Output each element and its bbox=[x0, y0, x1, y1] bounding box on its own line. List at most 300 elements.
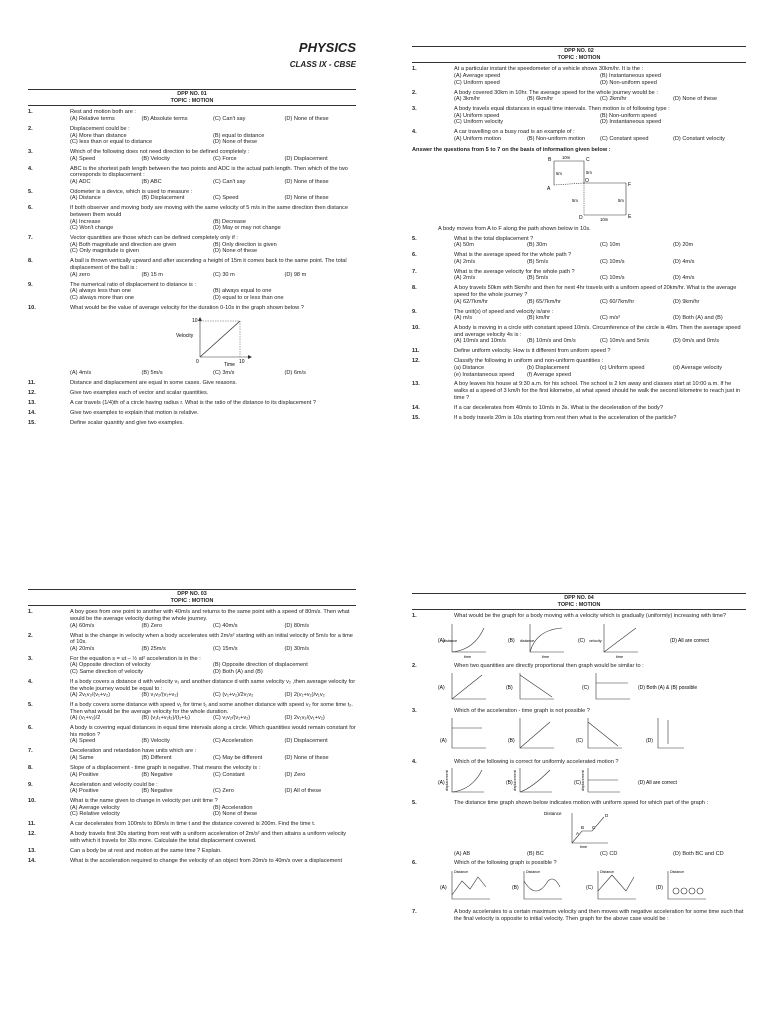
path-label-a: A bbox=[547, 186, 551, 193]
option[interactable]: (D) 6m/s bbox=[284, 369, 306, 376]
question-text: What is the average speed for the whole path ? bbox=[454, 252, 572, 259]
question-number: 10. bbox=[28, 304, 36, 311]
question bbox=[28, 765, 356, 778]
question-number: 6. bbox=[28, 725, 33, 732]
question bbox=[28, 679, 356, 699]
dpp-02-questions bbox=[412, 66, 746, 142]
question-text: If a body covers some distance with speed v₁ for time t₁ and some another distance with speed v₂ for some time t₂. Then what would be the average velocity for the whole duration. bbox=[70, 702, 353, 715]
question bbox=[28, 656, 356, 676]
dpp-01-title: DPP NO. 01 bbox=[177, 91, 207, 97]
question bbox=[28, 258, 356, 278]
question bbox=[412, 129, 746, 142]
dpp-04-q7: 7. A body accelerates to a certain maximum velocity and then moves with negative acceleration for some time such that the final velocity is opposite to initial velocity. Then graph for the above case would be : bbox=[412, 909, 744, 922]
option[interactable]: (B) BC bbox=[527, 851, 544, 858]
q1-option-d[interactable]: (D) All are correct bbox=[670, 637, 709, 644]
question-number: 9. bbox=[28, 781, 33, 788]
question-text: Acceleration and velocity could be : bbox=[70, 781, 158, 788]
q2-option-d[interactable]: (D) Both (A) & (B) possible bbox=[638, 685, 698, 692]
option[interactable]: (D) Both (A) and (B) bbox=[673, 315, 723, 322]
option[interactable]: (C) 15m/s bbox=[213, 645, 238, 652]
question-text: What is the change in velocity when a body accelerates with 2m/s² starting with an initial velocity of 5m/s for a time of 10s. bbox=[70, 632, 353, 646]
dpp-01-header bbox=[28, 89, 356, 106]
q4-option-b[interactable]: (B) bbox=[506, 779, 513, 786]
question bbox=[28, 166, 356, 186]
option[interactable]: (B) 6km/hr bbox=[527, 96, 554, 103]
option[interactable]: (B) 65/7km/hr bbox=[527, 298, 561, 305]
option[interactable]: (C) Won't change bbox=[70, 225, 114, 232]
option[interactable]: (D) None of these bbox=[284, 115, 329, 122]
option[interactable]: (B) (v₁t₁+v₂t₂)/(t₁+t₂) bbox=[141, 715, 191, 722]
option[interactable]: (A) Average velocity bbox=[70, 804, 120, 811]
option[interactable]: (C) 10m/s and 5m/s bbox=[600, 338, 650, 345]
option[interactable]: (D) Instantaneous speed bbox=[600, 119, 662, 126]
option[interactable]: (C) CD bbox=[600, 851, 618, 858]
question-number: 14. bbox=[412, 404, 420, 411]
question-number: 9. bbox=[28, 281, 33, 288]
option[interactable]: (A) 2v₁v₂/(v₁+v₂) bbox=[70, 692, 110, 699]
option[interactable]: (b) Displacement bbox=[527, 364, 570, 371]
option[interactable]: (B) 25m/s bbox=[141, 645, 166, 652]
option[interactable]: (A) Uniform motion bbox=[454, 135, 501, 142]
option[interactable]: (f) Average speed bbox=[527, 371, 572, 378]
dpp-04-header bbox=[412, 593, 746, 610]
option[interactable]: (C) Can't say bbox=[213, 178, 246, 185]
option[interactable]: (a) Distance bbox=[454, 364, 485, 371]
option[interactable]: (A) 2m/s bbox=[454, 258, 476, 265]
graph-ytick: 10 bbox=[192, 318, 198, 325]
option[interactable]: (C) m/s² bbox=[600, 315, 621, 322]
option[interactable]: (D) None of these bbox=[213, 811, 258, 818]
dpp-03-topic: TOPIC : MOTION bbox=[170, 597, 214, 604]
option-list bbox=[454, 259, 746, 266]
q4-option-d[interactable]: (D) All are correct bbox=[638, 779, 677, 786]
path-label-f: F bbox=[628, 182, 632, 189]
question bbox=[28, 420, 356, 427]
option[interactable]: (C) 30 m bbox=[213, 271, 235, 278]
option[interactable]: (D) Constant velocity bbox=[673, 135, 725, 142]
q4-option-a[interactable]: (A) bbox=[438, 779, 445, 786]
question bbox=[412, 236, 746, 249]
option[interactable]: (A) Speed bbox=[70, 738, 96, 745]
option[interactable]: (B) equal to distance bbox=[213, 132, 265, 139]
q6-option-c[interactable]: (C) bbox=[586, 884, 593, 891]
question bbox=[412, 405, 746, 412]
option bbox=[673, 372, 746, 379]
dpp-04-q1: 1. What would be the graph for a body moving with a velocity which is gradually (uniformly) increasing with time? bbox=[412, 613, 727, 620]
option[interactable]: (A) 10m/s and 10m/s bbox=[454, 338, 506, 345]
option[interactable]: (D) None of these bbox=[213, 248, 258, 255]
q2-option-c[interactable]: (C) bbox=[582, 685, 589, 692]
option[interactable]: (B) Zero bbox=[141, 622, 163, 629]
option-list bbox=[70, 179, 356, 186]
option[interactable]: (A) Positive bbox=[70, 771, 99, 778]
question bbox=[412, 66, 746, 86]
option[interactable]: (D) Non-uniform speed bbox=[600, 79, 657, 86]
option[interactable]: (A) 20m/s bbox=[70, 645, 95, 652]
q1-axis: distance bbox=[443, 638, 458, 643]
option[interactable]: (e) Instantaneous speed bbox=[454, 371, 515, 378]
page-dpp-02 bbox=[412, 46, 746, 421]
option[interactable]: (C) less than or equal to distance bbox=[70, 139, 153, 146]
option[interactable]: (C) 3m/s bbox=[213, 369, 235, 376]
question-number: 15. bbox=[412, 414, 420, 421]
question-number: 5. bbox=[28, 188, 33, 195]
question bbox=[28, 848, 356, 855]
option-list bbox=[454, 113, 746, 126]
question bbox=[28, 109, 356, 122]
dpp-04-q6: 6. Which of the following graph is possible ? bbox=[412, 859, 557, 866]
question-text: For the equation s = ut – ½ at² acceleration is in the : bbox=[70, 655, 201, 662]
option[interactable]: (B) 30m bbox=[527, 242, 547, 249]
question-number: 6. bbox=[28, 205, 33, 212]
option[interactable]: (C) Constant speed bbox=[600, 135, 649, 142]
graph-ylabel: Velocity bbox=[176, 333, 194, 340]
question bbox=[28, 126, 356, 146]
option[interactable]: (B) Decrease bbox=[213, 218, 246, 225]
q1-time: time bbox=[542, 654, 550, 659]
graph-origin: 0 bbox=[196, 359, 199, 366]
option[interactable]: (D) Both (A) and (B) bbox=[213, 668, 263, 675]
dpp-04-q5: 5. The distance time graph shown below indicates motion with uniform speed for which part of the graph : bbox=[412, 800, 709, 807]
option[interactable]: (D) None of these bbox=[284, 755, 329, 762]
q3-option-a[interactable]: (A) bbox=[440, 738, 447, 745]
question-number: 14. bbox=[28, 409, 36, 416]
question-number: 10. bbox=[412, 325, 420, 332]
option[interactable]: (c) Uniform speed bbox=[600, 364, 645, 371]
question-number: 5. bbox=[412, 235, 417, 242]
option[interactable]: (A) always less than one bbox=[70, 288, 131, 295]
path-label-b: B bbox=[548, 157, 552, 164]
question bbox=[412, 348, 746, 355]
option[interactable]: (A) Positive bbox=[70, 788, 99, 795]
option[interactable]: (B) Only direction is given bbox=[213, 241, 277, 248]
q6-axis: Distance bbox=[600, 869, 614, 874]
option[interactable]: (B) Non-uniform motion bbox=[527, 135, 586, 142]
option[interactable]: (A) Speed bbox=[70, 155, 96, 162]
question-text: If both observer and moving body are moving with the same velocity of 5 m/s in the same direction then distance between them would bbox=[70, 205, 348, 219]
path-dim: 5m bbox=[586, 170, 592, 176]
dpp-04-q3: 3. Which of the acceleration - time graph is not possible ? bbox=[412, 707, 590, 714]
question bbox=[412, 309, 746, 322]
option[interactable]: (B) Negative bbox=[141, 771, 173, 778]
option-list bbox=[70, 755, 356, 762]
option-list bbox=[70, 242, 356, 255]
question-text: A body is covering equal distances in equal time intervals along a circle. Which quantities would remain constant for his motion ? bbox=[70, 725, 356, 738]
option-list bbox=[70, 219, 356, 232]
question-text: A body travels equal distances in equal time intervals. Then motion is of following type : bbox=[454, 106, 670, 113]
option[interactable]: (D) May or may not change bbox=[213, 225, 281, 232]
option[interactable]: (C) Only magnitude is given bbox=[70, 248, 140, 255]
question-number: 6. bbox=[412, 252, 417, 259]
q5-point-d: D bbox=[605, 812, 609, 818]
dpp-04-topic: TOPIC : MOTION bbox=[557, 601, 601, 608]
question-text: Define uniform velocity. How is it different from uniform speed ? bbox=[454, 348, 611, 355]
option[interactable]: (D) 4m/s bbox=[673, 275, 695, 282]
question-text: A car travelling on a busy road is an example of : bbox=[454, 129, 575, 136]
option[interactable]: (B) 5m/s bbox=[141, 369, 163, 376]
question bbox=[412, 285, 746, 305]
q2-option-b[interactable]: (B) bbox=[506, 685, 513, 692]
path-caption: A body moves from A to F along the path shown below in 10s. bbox=[438, 225, 591, 232]
option[interactable]: (D) None of these bbox=[673, 96, 718, 103]
page-dpp-04 bbox=[412, 593, 746, 922]
option[interactable]: (D) Both BC and CD bbox=[673, 851, 724, 858]
option[interactable]: (C) 10m bbox=[600, 242, 621, 249]
q1-axis: distance bbox=[520, 638, 535, 643]
option[interactable]: (A) Average speed bbox=[454, 72, 501, 79]
dpp-03-questions bbox=[28, 609, 356, 864]
option[interactable]: (D) 20m bbox=[673, 242, 694, 249]
path-label-e: E bbox=[628, 214, 632, 221]
question-number: 8. bbox=[28, 258, 33, 265]
option[interactable]: (B) 5m/s bbox=[527, 258, 549, 265]
option[interactable]: (C) Speed bbox=[213, 195, 239, 202]
option[interactable]: (C) 2km/hr bbox=[600, 96, 627, 103]
option[interactable]: (D) 2v₁v₂/(v₁+v₂) bbox=[284, 715, 325, 722]
question-number: 13. bbox=[28, 399, 36, 406]
question bbox=[28, 633, 356, 653]
option[interactable]: (B) Absolute terms bbox=[141, 115, 188, 122]
option[interactable]: (D) Displacement bbox=[284, 738, 328, 745]
option[interactable]: (C) Same direction of velocity bbox=[70, 668, 144, 675]
q6-option-b[interactable]: (B) bbox=[512, 884, 519, 891]
q6-option-a[interactable]: (A) bbox=[440, 884, 447, 891]
question-number: 3. bbox=[28, 655, 33, 662]
option[interactable]: (D) Zero bbox=[284, 771, 306, 778]
option[interactable]: (B) v₁v₂/(v₁+v₂) bbox=[141, 692, 179, 699]
question bbox=[28, 149, 356, 162]
q6-option-d[interactable]: (D) bbox=[656, 884, 663, 891]
option[interactable]: (B) Opposite direction of displacement bbox=[213, 662, 308, 669]
option[interactable]: (D) None of these bbox=[284, 195, 329, 202]
question-text: A body travels first 30s starting from rest with a uniform acceleration of 2m/s² and then attains a uniform velocity with which it travels for 30s more. Calculate the total displacement covered. bbox=[70, 831, 347, 844]
option[interactable]: (A) Opposite direction of velocity bbox=[70, 662, 151, 669]
q4-axis: displacement bbox=[445, 769, 449, 791]
question-text: Rest and motion both are : bbox=[70, 109, 136, 116]
option[interactable]: (D) 9km/hr bbox=[673, 298, 700, 305]
option[interactable]: (A) zero bbox=[70, 271, 90, 278]
graph-xtick: 10 bbox=[239, 359, 245, 366]
option[interactable]: (C) (v₁+v₂)/2v₁v₂ bbox=[213, 692, 254, 699]
question-text: A boy leaves his house at 9:30 a.m. for his school. The school is 2 km away and classes start at 10:00 a.m. If he walks at a speed of 3 km/h for the first kilometre, at what speed should he walk the second kilometre to reach just in time ? bbox=[454, 381, 741, 401]
option[interactable]: (A) Uniform speed bbox=[454, 112, 500, 119]
question bbox=[28, 380, 356, 387]
q1-option-b[interactable]: (B) bbox=[508, 637, 515, 644]
option[interactable]: (C) 10m/s bbox=[600, 275, 625, 282]
question-number: 10. bbox=[28, 798, 36, 805]
option-list bbox=[70, 646, 356, 653]
option[interactable]: (D) 0m/s and 0m/s bbox=[673, 338, 720, 345]
question bbox=[28, 410, 356, 417]
question-text: A car decelerates from 100m/s to 80m/s in time t and the distance covered is 200m. Find the time t. bbox=[70, 821, 316, 828]
option[interactable]: (B) Velocity bbox=[141, 155, 170, 162]
option[interactable]: (C) v₁v₂/(v₁+v₂) bbox=[213, 715, 251, 722]
question-text: Give two examples each of vector and scalar quantities. bbox=[70, 389, 209, 396]
question-text: What would be the value of average velocity for the duration 0-10s in the graph shown below ? bbox=[70, 304, 304, 311]
option[interactable]: (B) Non-uniform speed bbox=[600, 112, 657, 119]
option[interactable]: (C) Uniform velocity bbox=[454, 119, 504, 126]
option[interactable]: (D) 30m/s bbox=[284, 645, 310, 652]
path-dim: 5m bbox=[618, 198, 624, 204]
question-number: 14. bbox=[28, 857, 36, 864]
option[interactable]: (C) 60/7km/hr bbox=[600, 298, 635, 305]
option[interactable]: (D) All of these bbox=[284, 788, 322, 795]
question bbox=[28, 782, 356, 795]
option-list bbox=[454, 299, 746, 306]
q1-graphs bbox=[412, 620, 746, 660]
option[interactable]: (C) 10m/s bbox=[600, 258, 625, 265]
question-text: What is the acceleration required to change the velocity of an object from 20m/s to 40m/s over a displacement bbox=[70, 857, 343, 864]
dpp-02-questions-continued bbox=[412, 236, 746, 422]
option[interactable]: (A) Distance bbox=[70, 195, 101, 202]
option-list bbox=[70, 133, 356, 146]
option[interactable]: (A) 60m/s bbox=[70, 622, 95, 629]
q3-option-d[interactable]: (D) bbox=[646, 738, 653, 745]
q3-option-b[interactable]: (B) bbox=[508, 738, 515, 745]
option[interactable]: (B) ABC bbox=[141, 178, 162, 185]
question bbox=[412, 381, 746, 401]
option[interactable]: (A) AB bbox=[454, 851, 471, 858]
path-label-c: C bbox=[586, 157, 590, 164]
option[interactable]: (C) Constant bbox=[213, 771, 245, 778]
path-dim: 5m bbox=[572, 198, 578, 204]
option[interactable]: (B) Different bbox=[141, 755, 172, 762]
option[interactable]: (C) Relative velocity bbox=[70, 811, 120, 818]
page-dpp-03 bbox=[28, 589, 356, 864]
question bbox=[28, 702, 356, 722]
option-list bbox=[70, 788, 356, 795]
option-list bbox=[70, 772, 356, 779]
q4-graphs bbox=[412, 766, 746, 798]
question bbox=[28, 282, 356, 302]
dpp-02-header bbox=[412, 46, 746, 63]
option[interactable]: (C) Can't say bbox=[213, 115, 246, 122]
question bbox=[412, 269, 746, 282]
option[interactable]: (C) May be different bbox=[213, 755, 263, 762]
question-number: 2. bbox=[28, 632, 33, 639]
option-list bbox=[454, 96, 746, 103]
option[interactable]: (A) 3km/hr bbox=[454, 96, 481, 103]
option bbox=[600, 372, 673, 379]
question bbox=[412, 106, 746, 126]
option[interactable]: (A) Same bbox=[70, 755, 94, 762]
q2-option-a[interactable]: (A) bbox=[438, 685, 445, 692]
option[interactable]: (A) ADC bbox=[70, 178, 91, 185]
q4-option-c[interactable]: (C) bbox=[574, 779, 581, 786]
option[interactable]: (A) 4m/s bbox=[70, 369, 92, 376]
option-list bbox=[454, 315, 746, 322]
option-list bbox=[70, 805, 356, 818]
dpp-01-tail-questions bbox=[28, 380, 356, 427]
question-text: Displacement could be : bbox=[70, 125, 130, 132]
option[interactable]: (B) always equal to one bbox=[213, 288, 272, 295]
option[interactable]: (A) More than distance bbox=[70, 132, 127, 139]
path-dim: 10m bbox=[562, 155, 571, 161]
question-number: 13. bbox=[412, 381, 420, 388]
question-text: Odometer is a device, which is used to measure : bbox=[70, 188, 193, 195]
dpp-04-q4: 4. Which of the following is correct for uniformly accelerated motion ? bbox=[412, 758, 619, 765]
option[interactable]: (D) equal to or less than one bbox=[213, 294, 284, 301]
q5-graph bbox=[412, 807, 746, 849]
option[interactable]: (D) 80m/s bbox=[284, 622, 310, 629]
question-number: 7. bbox=[28, 748, 33, 755]
option[interactable]: (d) Average velocity bbox=[673, 364, 723, 371]
option-list bbox=[70, 195, 356, 202]
q1-option-a[interactable]: (A) bbox=[438, 637, 445, 644]
option[interactable]: (B) Acceleration bbox=[213, 804, 253, 811]
option[interactable]: (C) 40m/s bbox=[213, 622, 238, 629]
question-number: 2. bbox=[28, 125, 33, 132]
option[interactable]: (D) 4m/s bbox=[673, 258, 695, 265]
q3-option-c[interactable]: (C) bbox=[576, 738, 583, 745]
option[interactable]: (A) 62/7km/hr bbox=[454, 298, 488, 305]
option[interactable]: (A) Both magnitude and direction are given bbox=[70, 241, 177, 248]
question-text: At a particular instant the speedometer of a vehicle shows 30km/hr. It is the : bbox=[454, 66, 644, 73]
question-number: 4. bbox=[28, 678, 33, 685]
option[interactable]: (B) 15 m bbox=[141, 271, 163, 278]
option[interactable]: (A) 50m bbox=[454, 242, 474, 249]
option[interactable]: (B) Displacement bbox=[141, 195, 185, 202]
option[interactable]: (A) (v₁+v₂)/2 bbox=[70, 715, 101, 722]
question-text: Define scalar quantity and give two examples. bbox=[70, 419, 184, 426]
question-number: 8. bbox=[28, 765, 33, 771]
dpp-04-q5-options bbox=[412, 851, 746, 858]
question-number: 12. bbox=[28, 831, 36, 838]
option[interactable]: (D) Displacement bbox=[284, 155, 328, 162]
option[interactable]: (B) 10m/s and 0m/s bbox=[527, 338, 576, 345]
dpp-01-topic: TOPIC : MOTION bbox=[170, 97, 214, 104]
option-list bbox=[454, 338, 746, 345]
option[interactable]: (C) Uniform speed bbox=[454, 79, 500, 86]
q6-axis: Distance bbox=[454, 869, 468, 874]
question-text: What is the name given to change in velocity per unit time ? bbox=[70, 798, 218, 805]
option[interactable]: (C) Force bbox=[213, 155, 237, 162]
option[interactable]: (D) None of these bbox=[284, 178, 329, 185]
graph-xlabel: Time bbox=[224, 362, 235, 368]
path-dim: 10m bbox=[600, 217, 609, 223]
option[interactable]: (D) 98 m bbox=[284, 271, 307, 278]
q5-axis: Distance bbox=[544, 810, 562, 816]
option[interactable]: (B) Negative bbox=[141, 788, 173, 795]
option[interactable]: (A) Increase bbox=[70, 218, 101, 225]
question-number: 15. bbox=[28, 419, 36, 426]
option[interactable]: (B) 5m/s bbox=[527, 275, 549, 282]
question-text: Can a body be at rest and motion at the same time ? Explain. bbox=[70, 847, 222, 854]
option[interactable]: (B) Instantaneous speed bbox=[600, 72, 661, 79]
option-list bbox=[70, 738, 356, 745]
option-list bbox=[70, 692, 356, 699]
option[interactable]: (B) Velocity bbox=[141, 738, 170, 745]
option[interactable]: (C) Zero bbox=[213, 788, 234, 795]
q1-option-c[interactable]: (C) bbox=[578, 637, 585, 644]
question bbox=[28, 821, 356, 828]
question-number: 3. bbox=[28, 149, 33, 156]
question-number: 1. bbox=[28, 609, 33, 616]
option[interactable]: (A) 2m/s bbox=[454, 275, 476, 282]
option[interactable]: (B) km/hr bbox=[527, 315, 550, 322]
question-number: 2. bbox=[412, 89, 417, 96]
option[interactable]: (A) Relative terms bbox=[70, 115, 115, 122]
question-text: Classify the following in uniform and non-uniform quantities : bbox=[454, 358, 604, 365]
class-title: CLASS IX - CBSE bbox=[289, 60, 356, 69]
option[interactable]: (C) always more than one bbox=[70, 294, 135, 301]
option[interactable]: (D) 2(v₁+v₂)/v₁v₂ bbox=[284, 692, 325, 699]
question-number: 11. bbox=[412, 348, 420, 355]
option[interactable]: (D) None of these bbox=[213, 139, 258, 146]
option[interactable]: (C) Acceleration bbox=[213, 738, 253, 745]
option[interactable]: (A) m/s bbox=[454, 315, 473, 322]
question bbox=[28, 798, 356, 818]
